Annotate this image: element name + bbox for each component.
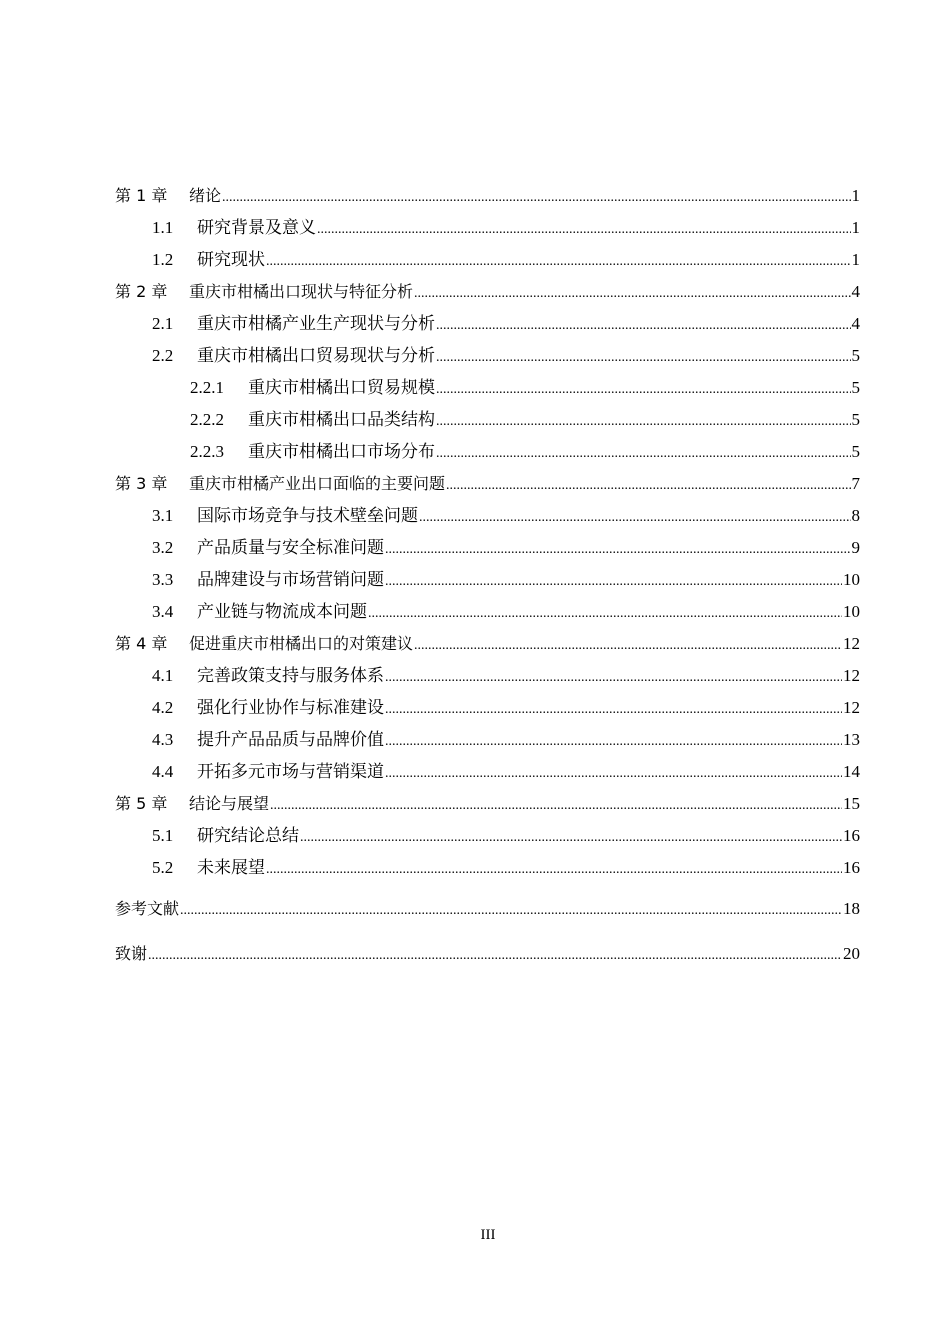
toc-page-number: 16 xyxy=(843,858,860,877)
toc-entry-2-2-2[interactable] xyxy=(115,404,860,436)
toc-number: 第 4 章 xyxy=(115,634,168,653)
toc-leader-dots xyxy=(436,340,851,374)
toc-entry-2-2-1[interactable] xyxy=(115,372,860,404)
toc-title: 绪论 xyxy=(189,186,222,205)
toc-number: 1.1 xyxy=(152,218,174,237)
toc-page-number: 16 xyxy=(843,826,860,845)
toc-title: 开拓多元市场与营销渠道 xyxy=(197,762,384,781)
toc-leader-dots xyxy=(414,628,842,662)
toc-number: 2.2.2 xyxy=(190,410,224,429)
toc-leader-dots xyxy=(148,938,842,972)
toc-number: 4.2 xyxy=(152,698,174,717)
toc-number: 2.1 xyxy=(152,314,174,333)
toc-number: 3.1 xyxy=(152,506,174,525)
toc-number: 3.3 xyxy=(152,570,174,589)
toc-entry-chapter-5[interactable] xyxy=(115,788,860,820)
toc-title: 重庆市柑橘出口贸易规模 xyxy=(248,378,435,397)
table-of-contents xyxy=(115,180,860,970)
toc-leader-dots xyxy=(385,756,842,790)
toc-page-number: 15 xyxy=(843,794,860,813)
toc-entry-chapter-3[interactable] xyxy=(115,468,860,500)
toc-page-number: 1 xyxy=(851,186,860,205)
toc-leader-dots xyxy=(300,820,842,854)
toc-entry-chapter-1[interactable] xyxy=(115,180,860,212)
toc-leader-dots xyxy=(270,788,842,822)
page-number: III xyxy=(480,1227,496,1243)
toc-entry-2-2-3[interactable] xyxy=(115,436,860,468)
toc-title: 重庆市柑橘出口品类结构 xyxy=(248,410,435,429)
toc-page-number: 4 xyxy=(851,282,860,301)
toc-leader-dots xyxy=(446,468,850,502)
toc-page-number: 5 xyxy=(851,378,860,397)
toc-page-number: 5 xyxy=(851,346,860,365)
toc-title: 国际市场竞争与技术壁垒问题 xyxy=(197,506,418,525)
toc-page-number: 7 xyxy=(851,474,860,493)
toc-leader-dots xyxy=(317,212,851,246)
toc-entry-chapter-2[interactable] xyxy=(115,276,860,308)
toc-title: 重庆市柑橘出口市场分布 xyxy=(248,442,435,461)
toc-title: 重庆市柑橘出口贸易现状与分析 xyxy=(197,346,435,365)
toc-page-number: 1 xyxy=(851,218,860,237)
toc-leader-dots xyxy=(436,404,851,438)
toc-leader-dots xyxy=(222,180,850,214)
toc-entry-1-2[interactable] xyxy=(115,244,860,276)
toc-page-number: 20 xyxy=(843,944,860,963)
toc-entry-5-2[interactable] xyxy=(115,852,860,884)
toc-title: 促进重庆市柑橘出口的对策建议 xyxy=(189,634,414,653)
toc-entry-3-2[interactable] xyxy=(115,532,860,564)
toc-leader-dots xyxy=(385,692,842,726)
toc-entry-2-1[interactable] xyxy=(115,308,860,340)
toc-title: 完善政策支持与服务体系 xyxy=(197,666,384,685)
toc-number: 3.4 xyxy=(152,602,174,621)
toc-title: 研究背景及意义 xyxy=(197,218,316,237)
toc-entry-3-1[interactable] xyxy=(115,500,860,532)
toc-title: 未来展望 xyxy=(197,858,265,877)
toc-entry-acknowledgements[interactable] xyxy=(115,938,860,970)
toc-title: 重庆市柑橘出口现状与特征分析 xyxy=(189,282,414,301)
toc-leader-dots xyxy=(436,436,851,470)
toc-number: 2.2.3 xyxy=(190,442,224,461)
toc-title: 研究现状 xyxy=(197,250,265,269)
toc-title: 重庆市柑橘产业生产现状与分析 xyxy=(197,314,435,333)
toc-number: 第 2 章 xyxy=(115,282,168,301)
toc-leader-dots xyxy=(385,532,851,566)
toc-entry-4-1[interactable] xyxy=(115,660,860,692)
toc-number: 1.2 xyxy=(152,250,174,269)
toc-number: 4.1 xyxy=(152,666,174,685)
toc-title: 重庆市柑橘产业出口面临的主要问题 xyxy=(189,474,446,493)
toc-page-number: 5 xyxy=(851,442,860,461)
toc-leader-dots xyxy=(419,500,851,534)
toc-leader-dots xyxy=(414,276,850,310)
toc-page-number: 5 xyxy=(851,410,860,429)
toc-page-number: 10 xyxy=(843,570,860,589)
toc-leader-dots xyxy=(436,308,851,342)
toc-number: 第 3 章 xyxy=(115,474,168,493)
toc-title: 研究结论总结 xyxy=(197,826,299,845)
toc-leader-dots xyxy=(436,372,851,406)
toc-page-number: 12 xyxy=(843,634,860,653)
toc-number: 第 1 章 xyxy=(115,186,168,205)
toc-number: 4.4 xyxy=(152,762,174,781)
toc-page-number: 9 xyxy=(851,538,860,557)
toc-page-number: 18 xyxy=(843,899,860,918)
toc-page-number: 8 xyxy=(851,506,860,525)
toc-title: 产业链与物流成本问题 xyxy=(197,602,367,621)
toc-entry-5-1[interactable] xyxy=(115,820,860,852)
toc-page-number: 13 xyxy=(843,730,860,749)
toc-entry-references[interactable] xyxy=(115,893,860,925)
toc-page-number: 1 xyxy=(851,250,860,269)
toc-leader-dots xyxy=(368,596,842,630)
toc-page-number: 10 xyxy=(843,602,860,621)
toc-title: 结论与展望 xyxy=(189,794,270,813)
toc-entry-4-4[interactable] xyxy=(115,756,860,788)
toc-entry-chapter-4[interactable] xyxy=(115,628,860,660)
toc-page-number: 14 xyxy=(843,762,860,781)
toc-number: 5.1 xyxy=(152,826,174,845)
toc-title: 提升产品品质与品牌价值 xyxy=(197,730,384,749)
toc-entry-1-1[interactable] xyxy=(115,212,860,244)
toc-number: 3.2 xyxy=(152,538,174,557)
toc-number: 4.3 xyxy=(152,730,174,749)
toc-title: 参考文献 xyxy=(115,899,180,918)
toc-number: 2.2 xyxy=(152,346,174,365)
toc-page-number: 4 xyxy=(851,314,860,333)
toc-title: 产品质量与安全标准问题 xyxy=(197,538,384,557)
toc-entry-4-3[interactable] xyxy=(115,724,860,756)
toc-leader-dots xyxy=(385,660,842,694)
toc-title: 致谢 xyxy=(115,944,148,963)
toc-entry-2-2[interactable] xyxy=(115,340,860,372)
toc-leader-dots xyxy=(266,244,851,278)
toc-number: 2.2.1 xyxy=(190,378,224,397)
toc-page-number: 12 xyxy=(843,666,860,685)
toc-leader-dots xyxy=(266,852,842,886)
toc-title: 强化行业协作与标准建设 xyxy=(197,698,384,717)
toc-number: 第 5 章 xyxy=(115,794,168,813)
toc-leader-dots xyxy=(385,724,842,758)
toc-page-number: 12 xyxy=(843,698,860,717)
toc-entry-3-4[interactable] xyxy=(115,596,860,628)
toc-title: 品牌建设与市场营销问题 xyxy=(197,570,384,589)
toc-entry-3-3[interactable] xyxy=(115,564,860,596)
toc-leader-dots xyxy=(385,564,842,598)
toc-entry-4-2[interactable] xyxy=(115,692,860,724)
toc-number: 5.2 xyxy=(152,858,174,877)
toc-leader-dots xyxy=(180,893,842,927)
